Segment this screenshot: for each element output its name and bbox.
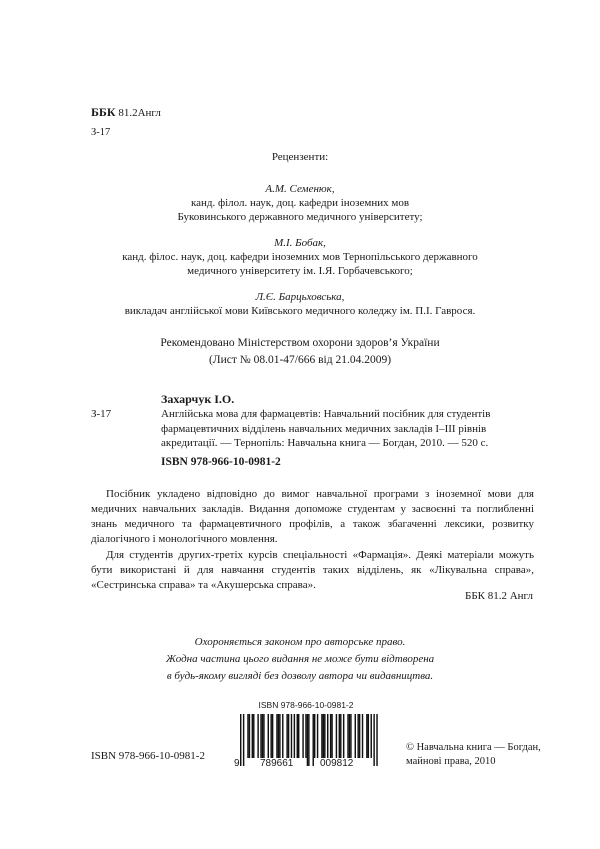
bbk-index-bottom: ББК 81.2 Англ	[465, 590, 533, 602]
barcode-bar	[314, 714, 315, 758]
barcode-bar	[343, 714, 344, 758]
barcode-bar	[252, 714, 253, 758]
barcode-bar	[276, 714, 277, 758]
copyright-line: в будь-якому вигляді без дозволу автора чи видавництва.	[166, 670, 434, 682]
recommendation-line: Рекомендовано Міністерством охорони здоров’я України	[160, 337, 440, 349]
reviewer-line: Буковинського державного медичного університету;	[177, 211, 423, 223]
reviewer-3	[60, 290, 540, 318]
barcode-bars	[232, 710, 380, 770]
isbn-barcode	[232, 700, 380, 774]
barcode-bar	[286, 714, 287, 758]
barcode-bar	[359, 714, 360, 758]
reviewer-name: А.М. Семенюк,	[265, 183, 335, 195]
barcode-bar	[272, 714, 273, 758]
barcode-bar	[262, 714, 263, 758]
barcode-bar	[373, 714, 374, 766]
bbk-label: ББК	[91, 105, 116, 119]
barcode-bar	[247, 714, 248, 758]
barcode-digit-first: 9	[234, 758, 240, 769]
barcode-bar	[317, 714, 318, 758]
bbk-index	[91, 105, 161, 120]
barcode-bar	[366, 714, 367, 758]
barcode-bar	[313, 714, 314, 766]
barcode-bar	[357, 714, 358, 758]
reviewer-name: М.І. Бобак,	[274, 237, 326, 249]
barcode-bar	[323, 714, 324, 758]
barcode-bar	[350, 714, 351, 758]
copyright-owner-line: майнові права, 2010	[406, 756, 496, 767]
reviewer-line: канд. філол. наук, доц. кафедри іноземних мов	[190, 197, 410, 209]
copyright-owner-line: © Навчальна книга — Богдан,	[406, 742, 541, 753]
isbn-bold: ISBN 978-966-10-0981-2	[161, 456, 281, 468]
recommendation	[60, 335, 540, 369]
barcode-bar	[288, 714, 289, 758]
barcode-bar	[330, 714, 331, 758]
barcode-bar	[263, 714, 264, 758]
barcode-bar	[355, 714, 356, 758]
barcode-bar	[347, 714, 348, 758]
barcode-bar	[249, 714, 250, 758]
barcode-bar	[308, 714, 309, 766]
barcode-bar	[297, 714, 298, 758]
reviewer-2	[60, 236, 540, 278]
copyright-owner	[406, 741, 541, 769]
barcode-bar	[331, 714, 332, 758]
barcode-bar	[307, 714, 308, 766]
barcode-bar	[278, 714, 279, 758]
barcode-bar	[340, 714, 341, 758]
barcode-bar	[371, 714, 372, 758]
reviewer-name: Л.Є. Барцьховська,	[255, 291, 345, 303]
barcode-bar	[268, 714, 269, 758]
barcode-bar	[294, 714, 295, 758]
barcode-bar	[302, 714, 303, 758]
bbk-code: 81.2Англ	[118, 107, 161, 119]
copyright-line: Жодна частина цього видання не може бути відтворена	[165, 653, 435, 665]
barcode-bar	[305, 714, 306, 758]
barcode-bar	[270, 714, 271, 758]
reviewer-line: канд. філос. наук, доц. кафедри іноземних мов Тернопільського державного	[122, 251, 478, 263]
reviewer-line: викладач англійської мови Київського медичного коледжу ім. П.І. Гаврося.	[124, 305, 476, 317]
barcode-bar	[336, 714, 337, 758]
barcode-bar	[368, 714, 369, 758]
barcode-bar	[240, 714, 241, 766]
barcode-isbn-text: ISBN 978-966-10-0981-2	[258, 700, 354, 710]
author-sign-top: З-17	[91, 127, 111, 138]
barcode-bar	[349, 714, 350, 758]
barcode-bar	[291, 714, 292, 758]
barcode-bar	[298, 714, 299, 758]
annotation-paragraph: Посібник укладено відповідно до вимог навчальної програми з іноземної мови для медичних навчальних закладів. Видання допоможе студентам у засвоєнні та поглибленні знань медичного та фармацевтичного профілів, а також збагаченні лексики, розвитку діалогічного і монологічного мовлення.	[91, 488, 534, 545]
reviewers-heading: Рецензенти:	[271, 151, 329, 163]
barcode-bar	[324, 714, 325, 758]
barcode-bar	[243, 714, 244, 766]
copyright-notice	[60, 634, 540, 685]
author-name: Захарчук І.О.	[161, 392, 235, 406]
barcode-bar	[376, 714, 377, 766]
barcode-bar	[282, 714, 283, 758]
barcode-bar	[339, 714, 340, 758]
copyright-line: Охороняється законом про авторське право.	[194, 636, 406, 648]
barcode-bar	[257, 714, 258, 758]
barcode-bar	[253, 714, 254, 758]
barcode-bar	[321, 714, 322, 758]
barcode-bar	[362, 714, 363, 758]
recommendation-letter: (Лист № 08.01-47/666 від 21.04.2009)	[208, 354, 392, 366]
annotation-paragraph: Для студентів других-третіх курсів спеціальності «Фармація». Деякі матеріали можуть бути використані й для навчання студентів таких відділень, як «Лікувальна справа», «Сестринська справа» та «Акушерська справа».	[91, 549, 534, 591]
bibliographic-description: Англійська мова для фармацевтів: Навчальний посібник для студентів фармацевтичних відділень навчальних медичних закладів I–III рівнів акредитації. — Тернопіль: Навчальна книга — Богдан, 2010. — 520 с.	[161, 408, 491, 449]
barcode-digits-right: 009812	[320, 758, 354, 769]
isbn-bottom: ISBN 978-966-10-0981-2	[91, 750, 205, 762]
reviewer-line: медичного університету ім. І.Я. Горбачевського;	[187, 265, 413, 277]
barcode-bar	[327, 714, 328, 758]
barcode-digits-left: 789661	[260, 758, 294, 769]
barcode-bar	[279, 714, 280, 758]
reviewer-1	[60, 182, 540, 224]
barcode-bar	[260, 714, 261, 758]
author-sign: З-17	[91, 408, 112, 420]
